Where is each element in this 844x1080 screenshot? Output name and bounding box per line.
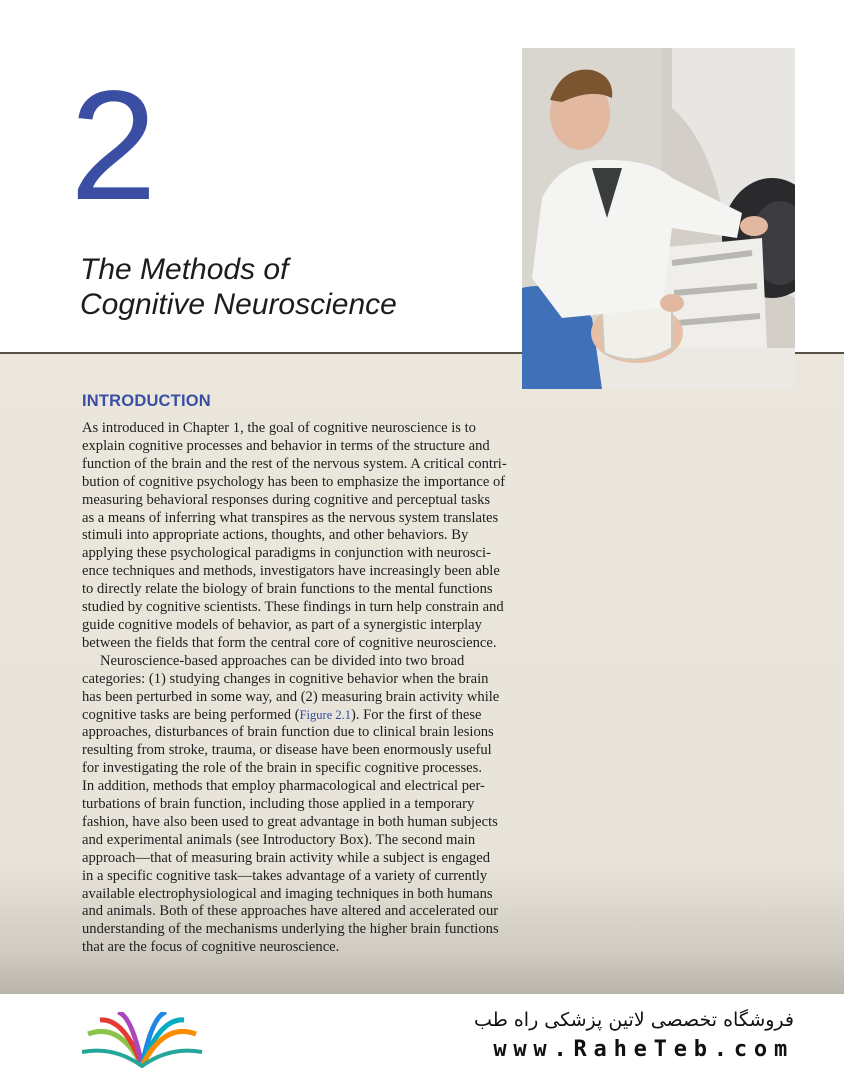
shop-url-link[interactable]: www.RaheTeb.com [493, 1037, 794, 1062]
paragraph-line: categories: (1) studying changes in cognitive behavior when the brain [82, 670, 489, 687]
section-heading: INTRODUCTION [82, 392, 211, 410]
paragraph-line: studied by cognitive scientists. These findings in turn help constrain and [82, 599, 504, 616]
chapter-photo [522, 48, 795, 389]
paragraph-line: guide cognitive models of behavior, as part of a synergistic interplay [82, 616, 482, 633]
paragraph-line: applying these psychological paradigms in conjunction with neurosci- [82, 545, 491, 562]
paragraph-line: for investigating the role of the brain in specific cognitive processes. [82, 760, 482, 777]
paragraph-line: approaches, disturbances of brain function due to clinical brain lesions [82, 724, 494, 741]
paragraph-line: as a means of inferring what transpires as the nervous system translates [82, 509, 499, 526]
paragraph-line: and animals. Both of these approaches have altered and accelerated our [82, 903, 499, 920]
introduction-text [82, 420, 558, 957]
paragraph-line: and experimental animals (see Introductory Box). The second main [82, 831, 476, 848]
paragraph-line: stimuli into appropriate actions, thoughts, and other behaviors. By [82, 527, 469, 544]
paragraph-line: fashion, have also been used to great advantage in both human subjects [82, 813, 498, 830]
paragraph-line: available electrophysiological and imaging techniques in both humans [82, 885, 493, 902]
footer-banner[interactable] [34, 994, 810, 1080]
paragraph-line: In addition, methods that employ pharmacological and electrical per- [82, 778, 485, 795]
line-text: ). For the first of these [351, 706, 482, 723]
paragraph-line: Neuroscience-based approaches can be divided into two broad [100, 652, 465, 669]
paragraph-line: As introduced in Chapter 1, the goal of cognitive neuroscience is to [82, 420, 476, 436]
paragraph-line: has been perturbed in some way, and (2) measuring brain activity while [82, 688, 500, 705]
chapter-title-line-2: Cognitive Neuroscience [80, 288, 397, 321]
paragraph-line: turbations of brain function, including those applied in a temporary [82, 796, 475, 813]
shop-name: فروشگاه تخصصی لاتین پزشکی راه طب [474, 1009, 794, 1031]
paragraph-line: understanding of the mechanisms underlying the higher brain functions [82, 921, 499, 938]
book-logo-icon [80, 1012, 204, 1068]
chapter-title-line-1: The Methods of [80, 253, 289, 286]
paragraph-line: function of the brain and the rest of the nervous system. A critical contri- [82, 455, 507, 472]
chapter-title [80, 252, 500, 322]
figure-reference-link[interactable]: Figure 2.1 [299, 707, 351, 722]
paragraph-line: explain cognitive processes and behavior in terms of the structure and [82, 437, 490, 454]
paragraph-line: resulting from stroke, trauma, or disease have been enormously useful [82, 742, 492, 759]
chapter-number: 2 [70, 59, 155, 233]
paragraph-line [82, 707, 558, 725]
paragraph-line: between the fields that form the central core of cognitive neuroscience. [82, 634, 497, 651]
paragraph-line: to directly relate the biology of brain functions to the mental functions [82, 581, 493, 598]
paragraph-line: approach—that of measuring brain activity while a subject is engaged [82, 849, 491, 866]
paragraph-line: in a specific cognitive task—takes advantage of a variety of currently [82, 867, 488, 884]
paragraph-line: ence techniques and methods, investigators have increasingly been able [82, 563, 500, 580]
line-text: cognitive tasks are being performed ( [82, 706, 300, 723]
paragraph-line: bution of cognitive psychology has been to emphasize the importance of [82, 473, 506, 490]
paragraph-line: that are the focus of cognitive neuroscience. [82, 939, 340, 956]
paragraph-line: measuring behavioral responses during cognitive and perceptual tasks [82, 491, 491, 508]
